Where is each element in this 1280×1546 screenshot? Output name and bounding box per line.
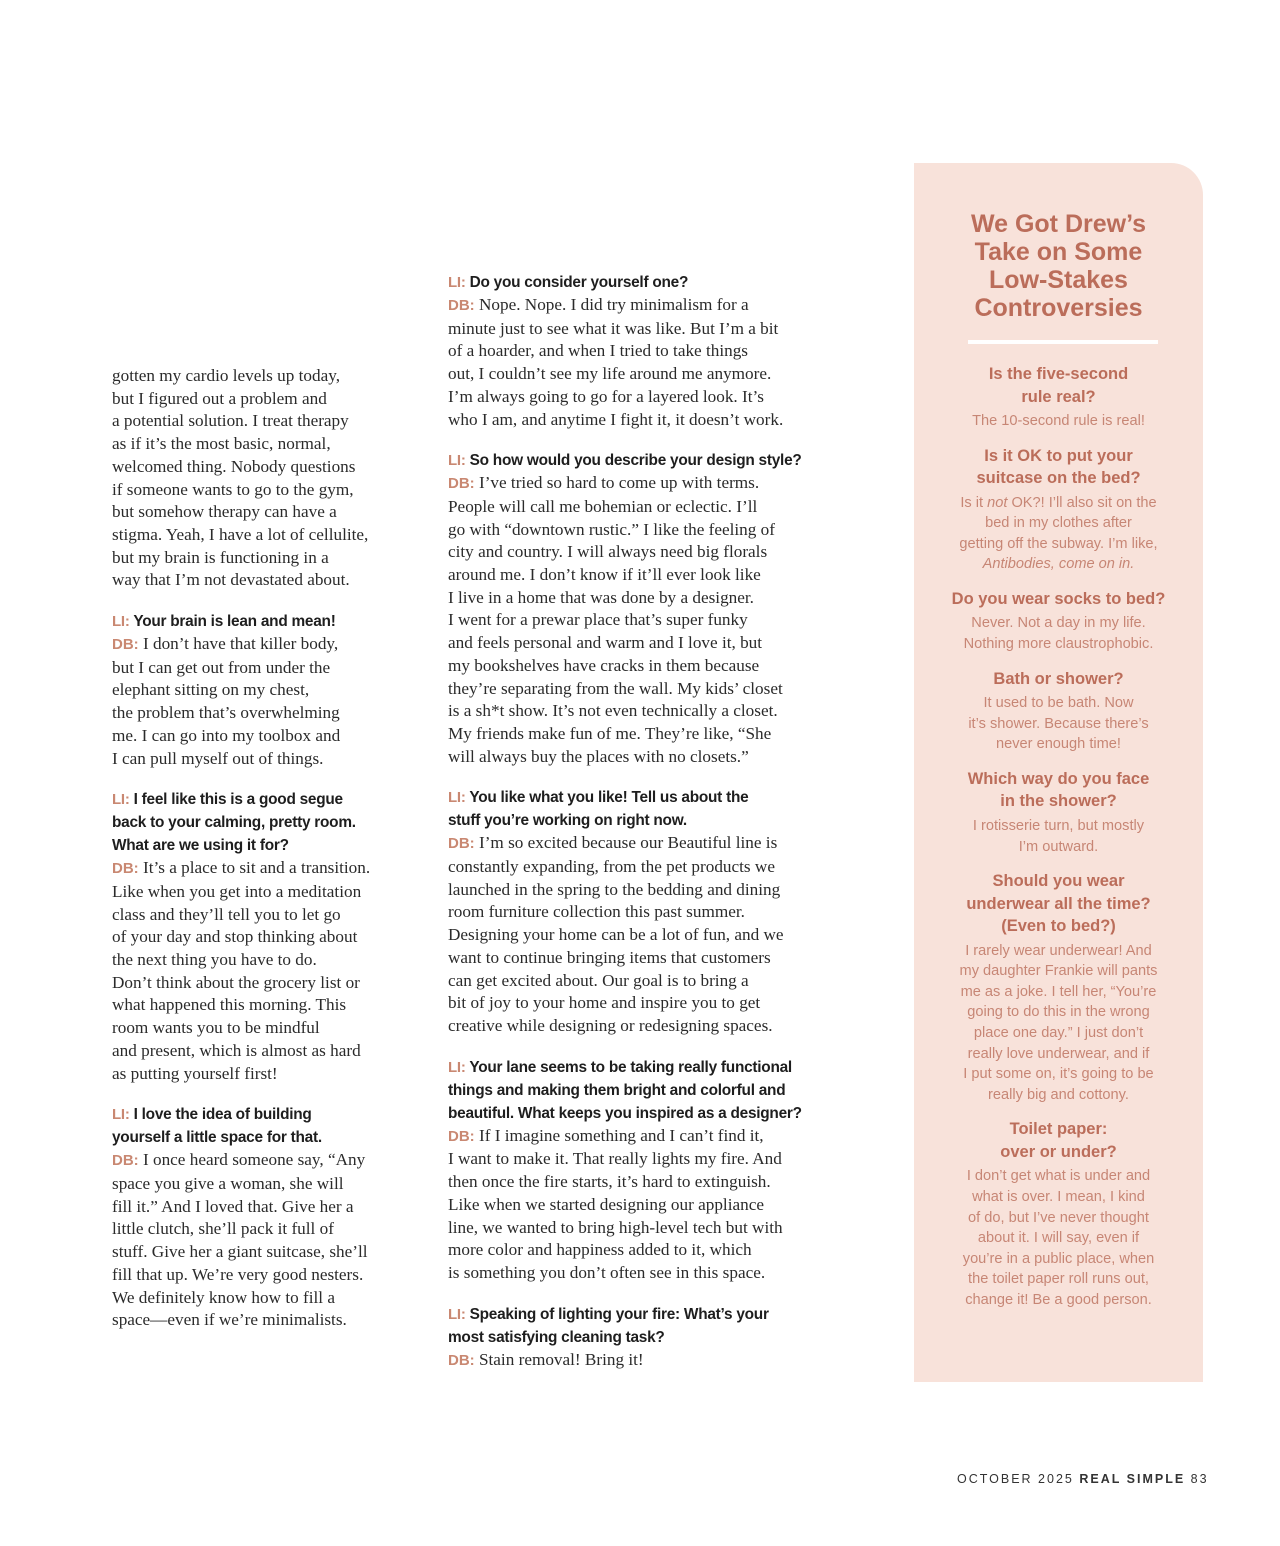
text-line: Is the five-second [988,365,1129,383]
line-text: It’s a place to sit and a transition. [142,858,371,878]
line-text: Like when you get into a meditation [112,881,362,901]
text-line [112,1264,412,1287]
answer [448,1349,840,1373]
answer [448,472,840,768]
text-line [448,496,840,519]
line-text: city and country. I will always need big florals [448,542,768,562]
text-line: in the shower? [1000,792,1117,811]
text-line [448,700,840,723]
text-line [448,1262,840,1285]
text-line [112,881,412,904]
speaker-tag: LI: [448,789,466,807]
line-text: fill that up. We’re very good nesters. [112,1264,364,1284]
sidebar-question [914,768,1203,813]
line-text: fill it.” And I loved that. Give her a [112,1196,354,1216]
question [112,610,412,633]
line-text: What are we using it for? [112,837,289,855]
text-line: suitcase on the bed? [976,469,1141,488]
text-line [112,1040,412,1063]
line-text: gotten my cardio levels up today, [112,366,340,385]
sidebar-answer [914,941,1203,1106]
question [448,449,840,472]
text-line [448,1194,840,1217]
text-line: The 10-second rule is real! [972,413,1145,429]
text-line [448,564,840,587]
text-line [448,992,840,1015]
text-line [448,786,840,809]
line-text: minute just to see what it was like. But I’m a bit [448,318,779,338]
line-text: I went for a prewar place that’s super funky [448,610,748,630]
line-text: way that I’m not devastated about. [112,570,350,590]
sidebar-answer [914,693,1203,755]
line-text: People will call me bohemian or eclectic. I’ll [448,496,758,516]
text-line [112,524,412,547]
line-text: is something you don’t often see in this space. [448,1262,766,1282]
text-line: Antibodies, come on in. [982,556,1135,573]
question [112,788,412,857]
line-text: We definitely know how to fill a [112,1287,335,1307]
line-text: the next thing you have to do. [112,950,317,970]
text-line [112,1017,412,1040]
sidebar-question [914,363,1203,408]
sidebar-answer [914,613,1203,654]
text-line: my daughter Frankie will pants [959,963,1158,980]
text-line [448,318,840,341]
sidebar-title [914,210,1203,322]
speaker-tag: DB: [448,1351,475,1369]
line-text: as putting yourself first! [112,1063,278,1083]
text-line: Which way do you face [967,769,1150,788]
text-line [112,926,412,949]
answer [448,1125,840,1285]
text-line [112,811,412,834]
sidebar-item [914,588,1203,655]
text-line [112,1287,412,1310]
text-line: over or under? [1000,1142,1117,1161]
text-line [448,1015,840,1038]
text-line [112,1103,412,1126]
text-line: going to do this in the wrong [967,1004,1150,1021]
page-number: 83 [1190,1472,1209,1486]
sidebar-question [914,1118,1203,1163]
text-line [112,725,412,748]
text-line [112,633,412,657]
text-line [448,271,840,294]
speaker-tag: DB: [448,1127,475,1145]
speaker-tag: LI: [112,613,130,631]
line-text: of a hoarder, and when I tried to take things [448,341,748,361]
line-text: Low-Stakes [989,266,1128,294]
speaker-tag: DB: [112,636,139,654]
text-line [112,748,412,771]
sidebar-answer [914,493,1203,575]
text-line [112,834,412,857]
text-line [112,1149,412,1173]
text-line [112,569,412,592]
text-line: getting off the subway. I’m like, [959,535,1158,552]
speaker-tag: DB: [448,475,475,493]
question [448,1303,840,1349]
line-text: who I am, and anytime I fight it, it doesn’t work. [448,409,784,429]
line-text: what happened this morning. This [112,995,347,1015]
text-line [112,479,412,502]
line-text: My friends make fun of me. They’re like, “She [448,723,772,743]
line-text: is a sh*t show. It’s not even technically a closet. [448,701,778,721]
text-line: really love underwear, and if [967,1045,1150,1062]
line-text: and present, which is almost as hard [112,1040,361,1060]
text-line [448,519,840,542]
text-line [112,679,412,702]
line-text: want to continue bringing items that customers [448,947,771,967]
line-text: I feel like this is a good segue [133,791,343,809]
text-line: Bath or shower? [993,669,1124,688]
text-line [448,340,840,363]
text-line [112,1309,412,1332]
sidebar-item [914,768,1203,857]
text-line: underwear all the time? [966,894,1151,913]
sidebar-answer [914,1166,1203,1310]
line-text: elephant sitting on my chest, [112,680,310,700]
text-line [112,702,412,725]
line-text: they’re separating from the wall. My kids’ closet [448,678,783,698]
speaker-tag: LI: [448,274,466,291]
sidebar-divider [968,340,1158,344]
line-text: Controversies [974,294,1143,322]
line-text: a potential solution. I treat therapy [112,411,349,431]
line-text: I live in a home that was done by a designer. [448,587,754,607]
line-text: class and they’ll tell you to let go [112,904,341,924]
text-line: place one day.” I just don’t [973,1025,1144,1041]
question [112,1103,412,1149]
line-text: You like what you like! Tell us about the [469,789,749,807]
text-line [448,1217,840,1240]
line-text: more color and happiness added to it, which [448,1240,752,1260]
text-line [448,1148,840,1171]
text-line [112,657,412,680]
text-line [448,1326,840,1349]
line-text: Speaking of lighting your fire: What’s your [469,1305,769,1323]
line-text: I once heard someone say, “Any [142,1150,366,1170]
line-text: launched in the spring to the bedding and dining [448,879,781,899]
text-line [112,410,412,433]
line-text: and feels personal and warm and I love it, but [448,633,763,653]
sidebar-item [914,1118,1203,1310]
line-text: creative while designing or redesigning spaces. [448,1015,773,1035]
line-text: stuff. Give her a giant suitcase, she’ll [112,1242,368,1262]
speaker-tag: LI: [448,1058,466,1076]
text-line [112,1063,412,1086]
question [448,786,840,832]
text-line [448,1171,840,1194]
line-text: back to your calming, pretty room. [112,814,356,832]
text-line [448,832,840,856]
sidebar-item [914,668,1203,755]
text-line [112,904,412,927]
text-line [448,947,840,970]
text-line [448,678,840,701]
line-text: I love the idea of building [133,1106,312,1124]
line-text: I’m so excited because our Beautiful line is [478,833,778,853]
page-footer [957,1472,1209,1486]
sidebar-list [914,363,1203,1324]
text-line [112,1241,412,1264]
text-line [112,788,412,811]
article-column-2 [448,0,840,1372]
text-line: Do you wear socks to bed? [951,589,1166,608]
text-line [448,609,840,632]
sidebar-item [914,363,1203,432]
text-line [448,1102,840,1125]
text-line [448,1056,840,1079]
text-line [448,1125,840,1149]
speaker-tag: DB: [448,297,475,314]
text-line [448,363,840,386]
speaker-tag: DB: [112,1152,139,1170]
line-text: my bookshelves have cracks in them because [448,655,760,675]
line-text: constantly expanding, from the pet products we [448,857,775,877]
text-line [112,388,412,411]
speaker-tag: DB: [448,835,475,853]
text-line [448,901,840,924]
text-line [112,1173,412,1196]
text-line: you’re in a public place, when [962,1250,1155,1267]
sidebar-answer [914,411,1203,432]
line-text: I don’t have that killer body, [142,634,339,654]
text-line: bed in my clothes after [985,515,1132,532]
line-text: bit of joy to your home and inspire you to get [448,993,761,1013]
text-line: Toilet paper: [1009,1120,1108,1139]
sidebar-question [914,668,1203,691]
line-text: I can pull myself out of things. [112,748,324,768]
text-line: change it! Be a good person. [965,1291,1152,1308]
text-line [112,433,412,456]
line-text: me. I can go into my toolbox and [112,725,341,745]
line-text: stigma. Yeah, I have a lot of cellulite, [112,524,369,544]
text-line [112,1218,412,1241]
line-text: will always buy the places with no closets.” [448,746,749,766]
text-line [112,456,412,479]
magazine-name: REAL SIMPLE [1079,1472,1186,1486]
text-line [914,210,1203,238]
line-text: but somehow therapy can have a [112,502,337,522]
text-line: I don’t get what is under and [966,1168,1151,1185]
sidebar-question [914,870,1203,938]
line-text: stuff you’re working on right now. [448,812,687,830]
line-text: So how would you describe your design style? [469,452,802,470]
line-text: of your day and stop thinking about [112,927,358,947]
line-text: little clutch, she’ll pack it full of [112,1219,334,1239]
text-line [448,632,840,655]
text-line: I’m outward. [1018,838,1099,855]
sidebar-box [914,163,1203,1382]
text-line: (Even to bed?) [1001,917,1116,936]
text-line [112,610,412,633]
text-line: of do, but I’ve never thought [968,1209,1149,1226]
line-text: beautiful. What keeps you inspired as a designer? [448,1104,802,1122]
issue-date: OCTOBER 2025 [957,1472,1074,1486]
text-line [112,1126,412,1149]
text-line [448,1239,840,1262]
line-text: room furniture collection this past summer. [448,902,745,922]
line-text: but I figured out a problem and [112,388,327,408]
article-column-1 [112,0,412,1332]
line-text: space—even if we’re minimalists. [112,1310,347,1330]
text-line [112,972,412,995]
line-text: We Got Drew’s [970,210,1147,238]
answer [448,294,840,431]
line-text: then once the fire starts, it’s hard to extinguish. [448,1172,771,1192]
text-line: Is it OK to put your [984,446,1133,465]
question [448,271,840,294]
line-text: things and making them bright and colorful and [448,1081,786,1099]
line-text: Nope. Nope. I did try minimalism for a [478,295,749,314]
text-line [112,994,412,1017]
line-text: I’m always going to go for a layered look. It’s [448,386,764,406]
sidebar-question [914,588,1203,611]
text-line [448,970,840,993]
line-text: around me. I don’t know if it’ll ever look like [448,565,761,585]
text-line [448,449,840,472]
text-line [914,266,1203,294]
line-text: the problem that’s overwhelming [112,703,340,723]
text-line [112,547,412,570]
text-line [448,655,840,678]
line-text: welcomed thing. Nobody questions [112,456,356,476]
line-text: Like when we started designing our appliance [448,1194,764,1214]
answer [112,857,412,1085]
text-line: I put some on, it’s going to be [963,1066,1154,1083]
text-line [448,409,840,432]
text-line [914,238,1203,266]
text-line [448,541,840,564]
text-line: I rarely wear underwear! And [965,942,1152,959]
line-text: but I can get out from under the [112,657,331,677]
line-text: out, I couldn’t see my life around me anymore. [448,364,772,384]
answer [112,633,412,770]
line-text: as if it’s the most basic, normal, [112,434,331,454]
text-line: Is it not OK?! I’ll also sit on the [960,494,1157,511]
line-text: Designing your home can be a lot of fun, and we [448,925,784,945]
text-line: the toilet paper roll runs out, [968,1271,1149,1288]
line-text: room wants you to be mindful [112,1018,320,1038]
text-line: rule real? [1021,387,1096,406]
speaker-tag: LI: [112,791,130,809]
text-line [112,857,412,881]
text-line: it’s shower. Because there’s [968,715,1149,732]
line-text: Your brain is lean and mean! [133,613,336,631]
text-line: Should you wear [992,872,1125,891]
text-line: about it. I will say, even if [977,1230,1140,1247]
text-line [448,723,840,746]
text-line [448,1349,840,1373]
text-line [448,879,840,902]
text-line: It used to be bath. Now [983,695,1134,712]
text-line [448,809,840,832]
sidebar-item [914,870,1203,1105]
sidebar-answer [914,816,1203,857]
speaker-tag: LI: [448,452,466,470]
line-text: but my brain is functioning in a [112,547,329,567]
text-line [448,1303,840,1326]
text-line: really big and cottony. [988,1086,1129,1103]
answer [112,1149,412,1332]
text-line: Nothing more claustrophobic. [963,636,1154,653]
line-text: Take on Some [974,238,1143,266]
text-line [448,746,840,769]
line-text: Your lane seems to be taking really functional [469,1058,792,1076]
sidebar-item [914,445,1203,575]
line-text: line, we wanted to bring high-level tech but with [448,1217,783,1237]
answer [448,832,840,1037]
text-line: never enough time! [996,736,1121,753]
line-text: yourself a little space for that. [112,1129,322,1147]
line-text: I’ve tried so hard to come up with terms. [478,473,760,493]
line-text: most satisfying cleaning task? [448,1328,665,1346]
paragraph [112,365,412,592]
text-line [448,924,840,947]
text-line [112,501,412,524]
text-line: what is over. I mean, I kind [972,1188,1145,1205]
text-line [914,294,1203,322]
text-line: me as a joke. I tell her, “You’re [960,983,1157,1000]
text-line [112,365,412,388]
speaker-tag: LI: [112,1106,130,1124]
line-text: if someone wants to go to the gym, [112,479,354,499]
text-line [448,294,840,318]
text-line [448,856,840,879]
line-text: I want to make it. That really lights my fire. And [448,1149,782,1169]
sidebar-question [914,445,1203,490]
line-text: Don’t think about the grocery list or [112,972,360,992]
line-text: space you give a woman, she will [112,1173,344,1193]
speaker-tag: LI: [448,1305,466,1323]
line-text: go with “downtown rustic.” I like the feeling of [448,519,775,539]
text-line: I rotisserie turn, but mostly [972,817,1145,834]
text-line [112,1196,412,1219]
text-line [448,472,840,496]
text-line: Never. Not a day in my life. [971,615,1146,632]
text-line [112,949,412,972]
question [448,1056,840,1125]
line-text: Stain removal! Bring it! [478,1349,644,1369]
line-text: can get excited about. Our goal is to bring a [448,970,749,990]
line-text: Do you consider yourself one? [469,274,689,291]
line-text: If I imagine something and I can’t find it, [478,1125,764,1145]
speaker-tag: DB: [112,860,139,878]
text-line [448,1079,840,1102]
text-line [448,587,840,610]
text-line [448,386,840,409]
